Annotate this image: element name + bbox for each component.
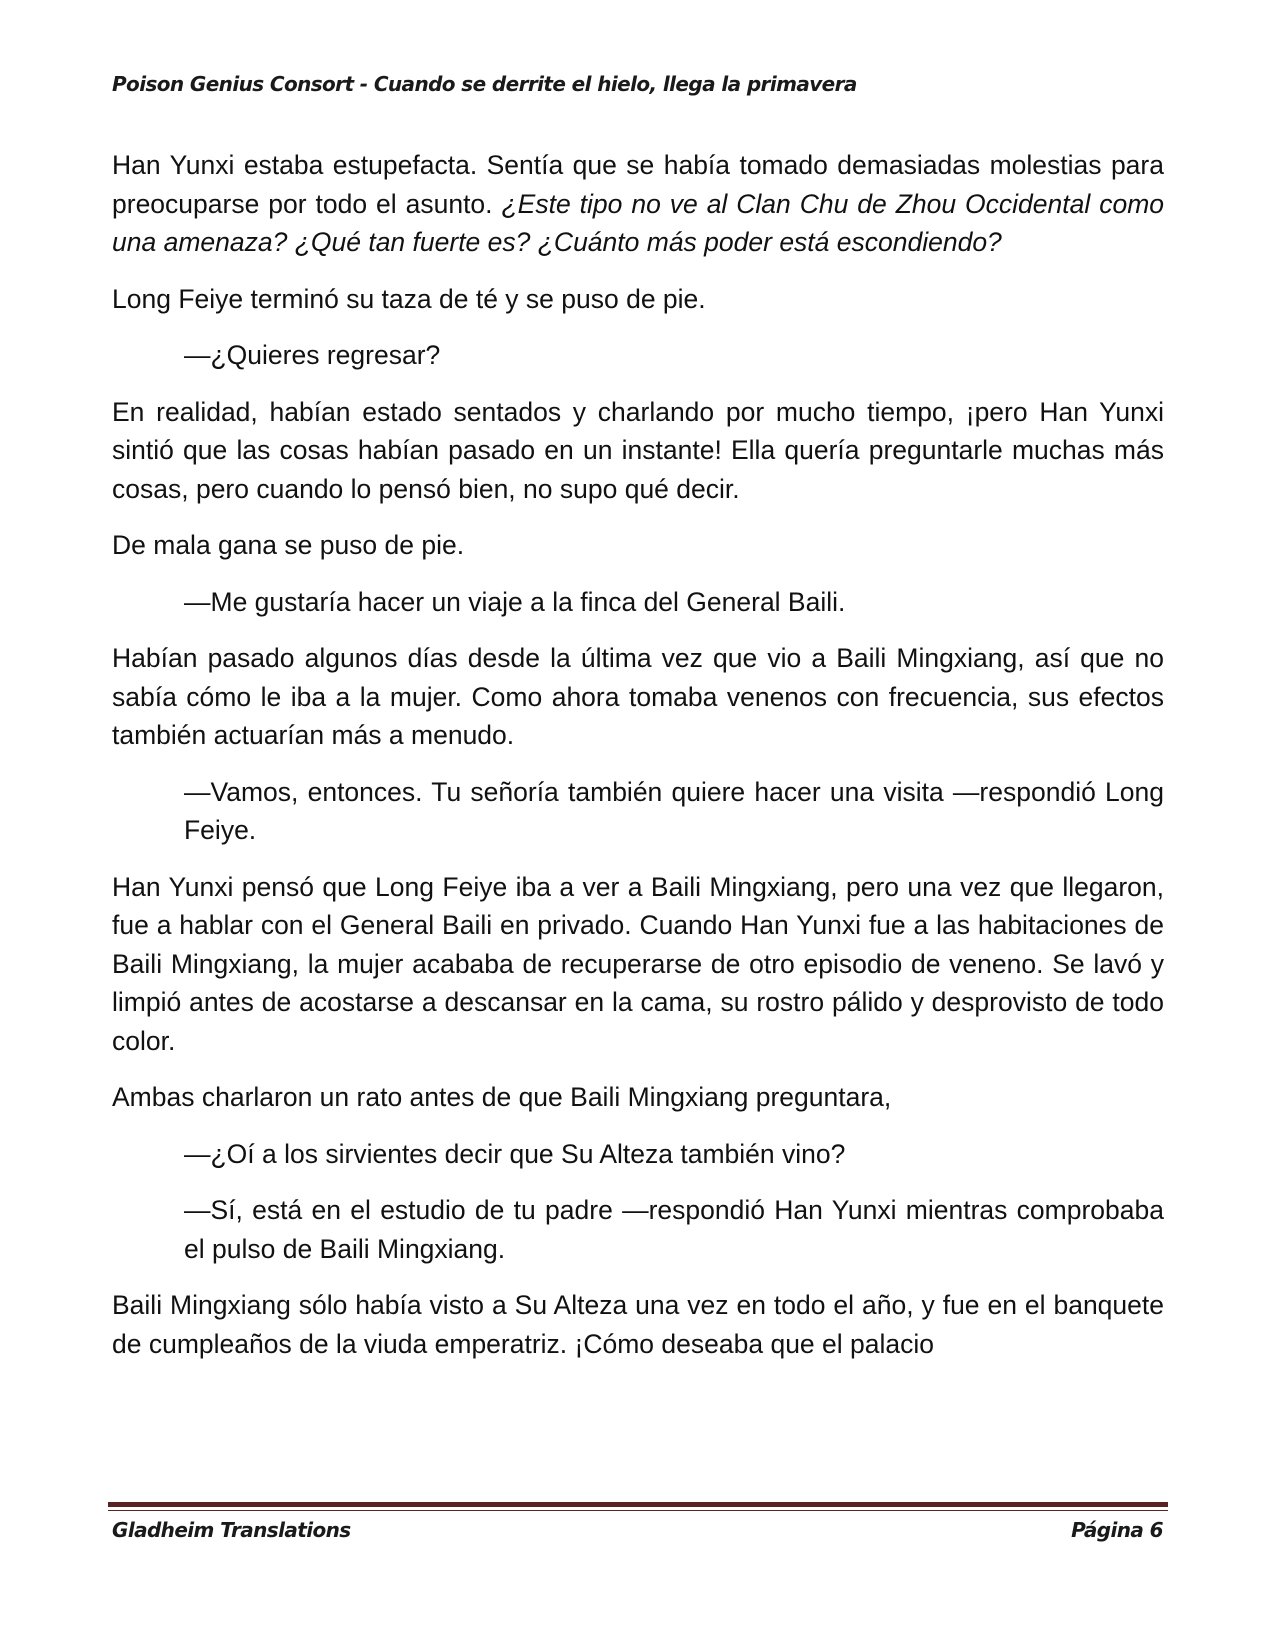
paragraph: En realidad, habían estado sentados y charlando por mucho tiempo, ¡pero Han Yunxi sintió que las cosas habían pasado en un instante! Ella quería preguntarle muchas más cosas, pero cuando lo pensó bien, no supo qué decir.	[112, 396, 1164, 504]
footer-divider-thin	[108, 1510, 1168, 1511]
dialogue-line: —¿Oí a los sirvientes decir que Su Alteza también vino?	[184, 1138, 846, 1169]
paragraph: Long Feiye terminó su taza de té y se puso de pie.	[112, 283, 706, 314]
dialogue-line: —¿Quieres regresar?	[184, 340, 441, 370]
paragraph	[112, 146, 1164, 262]
paragraph: Han Yunxi pensó que Long Feiye iba a ver a Baili Mingxiang, pero una vez que llegaron, fue a hablar con el General Baili en privado. Cuando Han Yunxi fue a las habitaciones de Baili Mingxiang, la mujer acababa de recuperarse de otro episodio de veneno. Se lavó y limpió antes de acostarse a descansar en la cama, su rostro pálido y desprovisto de todo color.	[112, 871, 1164, 1056]
paragraph: Ambas charlaron un rato antes de que Baili Mingxiang preguntara,	[112, 1082, 892, 1112]
paragraph: De mala gana se puso de pie.	[112, 530, 465, 560]
dialogue-line: —Sí, está en el estudio de tu padre —respondió Han Yunxi mientras comprobaba el pulso de Baili Mingxiang.	[184, 1195, 1164, 1264]
paragraph-text: Han Yunxi estaba estupefacta. Sentía que se había tomado demasiadas molestias para preocuparse por todo el asunto.	[112, 150, 1164, 219]
paragraph: Habían pasado algunos días desde la última vez que vio a Baili Mingxiang, así que no sabía cómo le iba a la mujer. Como ahora tomaba venenos con frecuencia, sus efectos también actuarían más a menudo.	[112, 643, 1164, 750]
paragraph: Baili Mingxiang sólo había visto a Su Alteza una vez en todo el año, y fue en el banquete de cumpleaños de la viuda emperatriz. ¡Cómo deseaba que el palacio	[112, 1290, 1164, 1359]
footer-divider-thick	[108, 1502, 1168, 1507]
paragraph-italic-text: ¿Este tipo no ve al Clan Chu de Zhou Occidental como una amenaza? ¿Qué tan fuerte es? ¿Cuánto más poder está escondiendo?	[112, 188, 1165, 257]
dialogue-line: —Me gustaría hacer un viaje a la finca del General Baili.	[184, 586, 846, 617]
running-header: Poison Genius Consort - Cuando se derrite el hielo, llega la primavera	[112, 72, 857, 96]
footer-translator-credit: Gladheim Translations	[112, 1518, 351, 1542]
dialogue-line: —Vamos, entonces. Tu señoría también quiere hacer una visita —respondió Long Feiye.	[184, 776, 1164, 845]
page-body	[112, 146, 1164, 1363]
footer-page-number: Página 6	[1071, 1518, 1163, 1542]
